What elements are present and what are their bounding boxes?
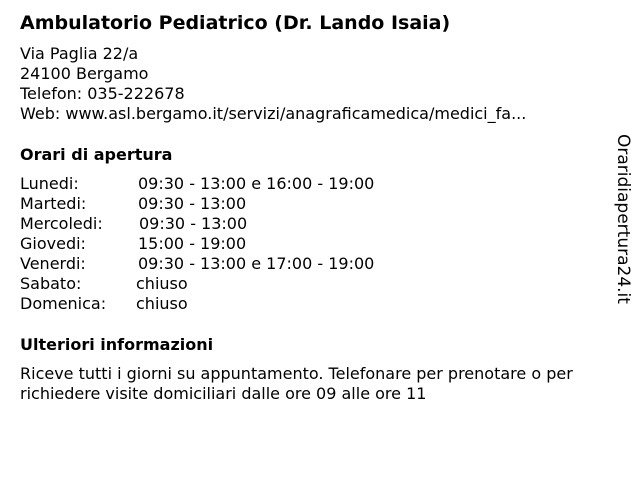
hours-row-tuesday [20,194,440,214]
phone-line: Telefon: 035-222678 [20,84,185,103]
address-line: Via Paglia 22/a [20,44,139,63]
hours-row-monday [20,174,440,194]
opening-hours-table [20,174,440,314]
time-value: chiuso [136,274,188,293]
watermark-text: Oraridiapertura24.it [613,134,633,304]
time-value: 09:30 - 13:00 e 16:00 - 19:00 [138,174,375,193]
day-label: Domenica: [20,294,107,313]
day-label: Venerdi: [20,254,86,273]
opening-hours-heading: Orari di apertura [20,145,173,164]
day-label: Mercoledi: [20,214,103,233]
time-value: 09:30 - 13:00 [139,214,248,233]
contact-block [20,44,526,124]
hours-row-thursday [20,234,440,254]
time-value: 15:00 - 19:00 [138,234,247,253]
day-label: Sabato: [20,274,82,293]
hours-row-friday [20,254,440,274]
day-label: Lunedi: [20,174,79,193]
page-title: Ambulatorio Pediatrico (Dr. Lando Isaia) [20,12,451,34]
site-watermark [613,134,640,309]
day-label: Giovedi: [20,234,86,253]
city-line: 24100 Bergamo [20,64,149,83]
hours-row-sunday [20,294,440,314]
time-value: chiuso [136,294,188,313]
additional-info-heading: Ulteriori informazioni [20,335,214,354]
day-label: Martedi: [20,194,87,213]
time-value: 09:30 - 13:00 [138,194,247,213]
time-value: 09:30 - 13:00 e 17:00 - 19:00 [138,254,375,273]
hours-row-saturday [20,274,440,294]
web-line: Web: www.asl.bergamo.it/servizi/anagraficamedica/medici_fa... [20,104,527,123]
hours-row-wednesday [20,214,440,234]
additional-info-text: Riceve tutti i giorni su appuntamento. Telefonare per prenotare o per richiedere visite domiciliari dalle ore 09 alle ore 11 [20,364,573,403]
